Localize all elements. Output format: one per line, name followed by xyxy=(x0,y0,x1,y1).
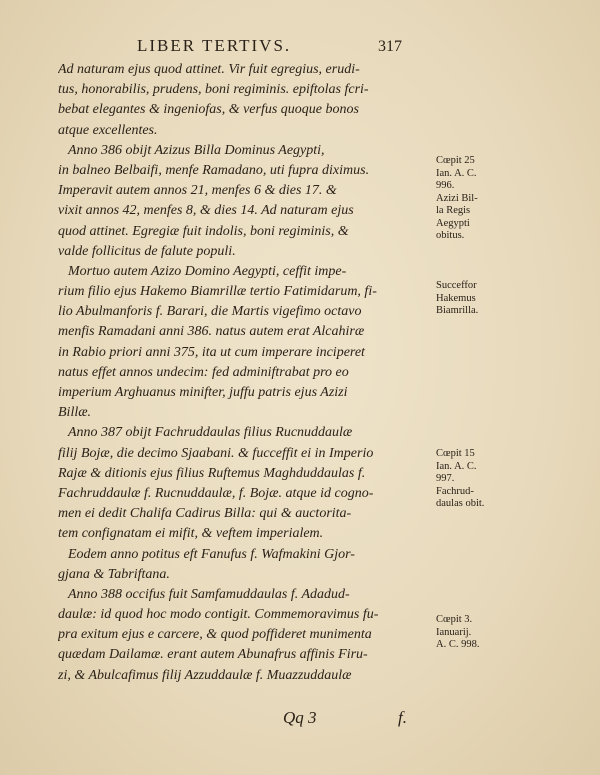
margin-note-line: Biamrilla. xyxy=(436,305,479,316)
text-line: men ei dedit Chalifa Cadirus Billa: qui & auctorita- xyxy=(58,506,352,522)
margin-note-line: Succeffor xyxy=(436,280,477,291)
text-line: Imperavit autem annos 21, menfes 6 & dies 17. & xyxy=(58,183,337,199)
text-line: Fachruddaulæ f. Rucnuddaulæ, f. Bojæ. atque id cogno- xyxy=(58,485,374,501)
text-line: natus effet annos undecim: fed adminiftrabat pro eo xyxy=(58,364,349,380)
margin-note-line: Aegypti xyxy=(436,217,470,229)
text-line: lio Abulmanforis f. Barari, die Martis vigefimo octavo xyxy=(58,304,362,320)
page-header xyxy=(0,36,600,60)
margin-note xyxy=(436,155,500,243)
text-line: Ad naturam ejus quod attinet. Vir fuit egregius, erudi- xyxy=(58,62,360,77)
text-line: imperium Arghuanus minifter, juffu patris ejus Azizi xyxy=(58,385,348,400)
margin-note-line: Ian. A. C. xyxy=(436,167,477,179)
catchword: f. xyxy=(398,708,407,727)
text-line: tus, honorabilis, prudens, boni regiminis. epiftolas fcri- xyxy=(58,82,369,98)
text-line: Mortuo autem Azizo Domino Aegypti, ceffit impe- xyxy=(68,263,347,279)
text-line: Rajæ & ditionis ejus filius Ruftemus Maghduddaulas f. xyxy=(58,465,366,481)
text-line: in balneo Belbaifi, menfe Ramadano, uti fupra diximus. xyxy=(58,162,370,178)
margin-note xyxy=(436,614,500,652)
text-line: tem confignatam ei mifit, & veftem imperialem. xyxy=(58,526,324,542)
margin-note-line: daulas obit. xyxy=(436,498,485,509)
margin-note-line: obitus. xyxy=(436,230,465,241)
margin-note-line: Cœpit 25 xyxy=(436,155,475,166)
margin-note-line: Ianuarij. xyxy=(436,626,472,638)
margin-note-line: Hakemus xyxy=(436,292,476,304)
text-line: daulæ: id quod hoc modo contigit. Commemoravimus fu- xyxy=(58,607,379,623)
margin-note xyxy=(436,448,500,511)
text-line: bebat elegantes & ingeniofas, & verfus quoque bonos xyxy=(58,102,359,118)
text-line: Anno 386 obijt Azizus Billa Dominus Aegypti, xyxy=(68,142,325,158)
margin-note-line: 996. xyxy=(436,180,455,191)
signature-mark: Qq 3 xyxy=(283,708,317,727)
margin-note-line: Azizi Bil- xyxy=(436,192,478,204)
text-line: quod attinet. Egregiæ fuit indolis, boni regiminis, & xyxy=(58,223,349,239)
text-line: atque excellentes. xyxy=(58,122,158,138)
text-line: filij Bojæ, die decimo Sjaabani. & fucceffit ei in Imperio xyxy=(58,445,374,461)
page-number: 317 xyxy=(378,38,402,55)
margin-note-line: Fachrud- xyxy=(436,485,474,497)
text-line: vixit annos 42, menfes 8, & dies 14. Ad naturam ejus xyxy=(58,203,354,219)
text-line: Anno 388 occifus fuit Samfamuddaulas f. Adadud- xyxy=(68,586,350,602)
margin-note xyxy=(436,280,500,318)
margin-note-line: 997. xyxy=(436,473,455,484)
text-line: Billæ. xyxy=(58,405,92,421)
margin-note-line: A. C. 998. xyxy=(436,639,480,650)
text-line: pra exitum ejus e carcere, & quod poffideret munimenta xyxy=(58,627,372,643)
text-line: quædam Dailamæ. erant autem Abunafrus affinis Firu- xyxy=(58,647,368,663)
margin-note-line: la Regis xyxy=(436,205,471,216)
main-text-column xyxy=(58,60,430,686)
running-head: LIBER TERTIVS. xyxy=(137,36,292,55)
text-line: zi, & Abulcafimus filij Azzuddaulæ f. Muazzuddaulæ xyxy=(58,667,352,683)
margin-note-line: Cœpit 15 xyxy=(436,448,475,459)
text-line: valde follicitus de falute populi. xyxy=(58,243,236,259)
margin-note-line: Ian. A. C. xyxy=(436,460,477,472)
text-line: menfis Ramadani anni 386. natus autem erat Alcahiræ xyxy=(58,324,365,340)
text-line: rium filio ejus Hakemo Biamrillæ tertio Fatimidarum, fi- xyxy=(58,284,377,300)
text-line: gjana & Tabriftana. xyxy=(58,566,170,582)
margin-note-line: Cœpit 3. xyxy=(436,614,473,625)
text-line: Eodem anno potitus eft Fanufus f. Wafmakini Gjor- xyxy=(68,546,355,562)
text-line: in Rabio priori anni 375, ita ut cum imperare inciperet xyxy=(58,344,365,360)
text-line: Anno 387 obijt Fachruddaulas filius Rucnuddaulæ xyxy=(68,425,353,441)
